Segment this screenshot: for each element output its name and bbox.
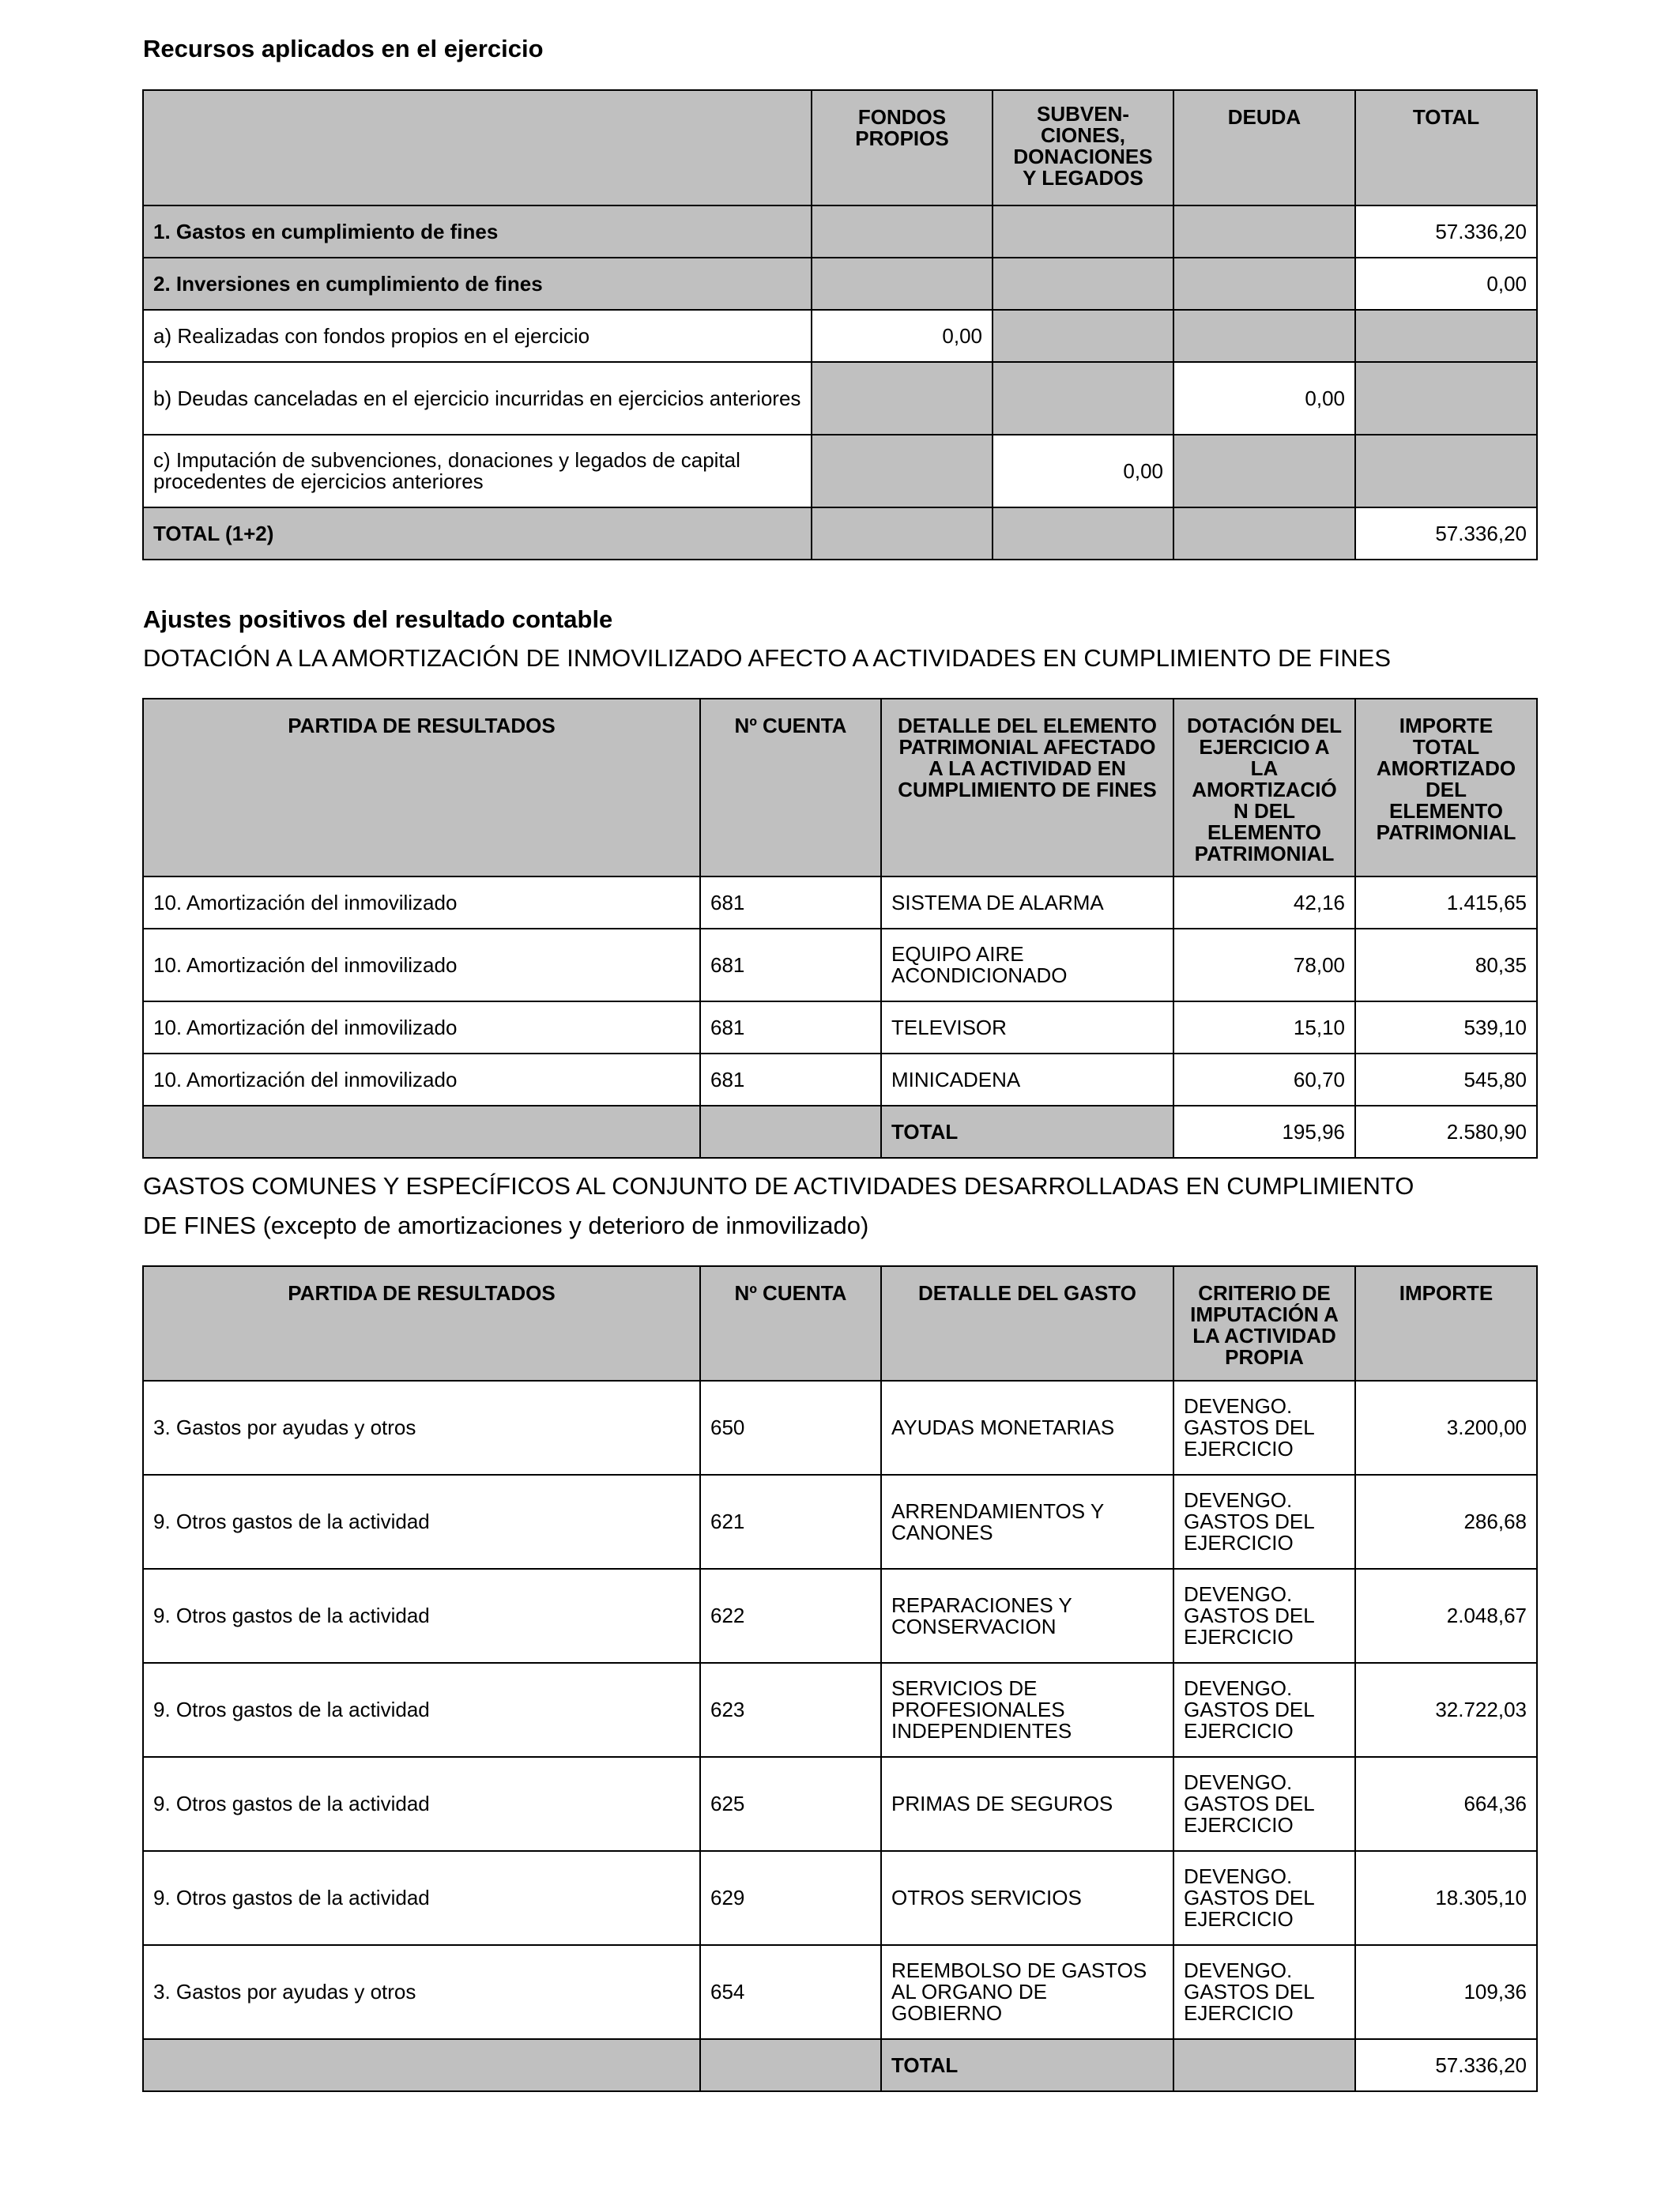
header-importe-total: IMPORTE TOTAL AMORTIZADO DEL ELEMENTO PATRIMONIAL	[1355, 699, 1537, 876]
cell-dotacion: 15,10	[1173, 1001, 1355, 1054]
cell-empty	[1173, 435, 1355, 507]
cell-dotacion: 78,00	[1173, 929, 1355, 1001]
cell-empty	[700, 2039, 881, 2091]
cell-cuenta: 681	[700, 929, 881, 1001]
cell-empty	[1173, 258, 1355, 310]
cell-importe: 80,35	[1355, 929, 1537, 1001]
header-importe: IMPORTE	[1355, 1266, 1537, 1381]
section-title-recursos: Recursos aplicados en el ejercicio	[143, 35, 544, 62]
header-cuenta: Nº CUENTA	[700, 699, 881, 876]
cell-empty	[1173, 507, 1355, 560]
cell-empty	[700, 1106, 881, 1158]
table-row	[143, 435, 1537, 507]
row-label: a) Realizadas con fondos propios en el ejercicio	[143, 310, 812, 362]
section-subtitle-dotacion: DOTACIÓN A LA AMORTIZACIÓN DE INMOVILIZADO AFECTO A ACTIVIDADES EN CUMPLIMIENTO DE FINES	[143, 644, 1392, 672]
cell-cuenta: 622	[700, 1569, 881, 1663]
cell-cuenta: 681	[700, 1054, 881, 1106]
cell-empty	[993, 258, 1173, 310]
table-row	[143, 1054, 1537, 1106]
table-total-row	[143, 1106, 1537, 1158]
recursos-table	[142, 89, 1538, 560]
cell-detalle: SERVICIOS DE PROFESIONALES INDEPENDIENTES	[881, 1663, 1173, 1757]
table-row	[143, 507, 1537, 560]
cell-cuenta: 681	[700, 1001, 881, 1054]
cell-partida: 9. Otros gastos de la actividad	[143, 1663, 700, 1757]
cell-criterio: DEVENGO. GASTOS DEL EJERCICIO	[1173, 1945, 1355, 2039]
header-partida: PARTIDA DE RESULTADOS	[143, 1266, 700, 1381]
cell-empty	[812, 507, 993, 560]
cell-importe: 2.048,67	[1355, 1569, 1537, 1663]
table-row	[143, 1381, 1537, 1475]
table-total-row	[143, 2039, 1537, 2091]
cell-cuenta: 623	[700, 1663, 881, 1757]
cell-empty	[993, 507, 1173, 560]
header-detalle: DETALLE DEL ELEMENTO PATRIMONIAL AFECTADO A LA ACTIVIDAD EN CUMPLIMIENTO DE FINES	[881, 699, 1173, 876]
cell-criterio: DEVENGO. GASTOS DEL EJERCICIO	[1173, 1475, 1355, 1569]
cell-partida: 10. Amortización del inmovilizado	[143, 929, 700, 1001]
gastos-table	[142, 1265, 1538, 2092]
cell-criterio: DEVENGO. GASTOS DEL EJERCICIO	[1173, 1381, 1355, 1475]
cell-importe: 1.415,65	[1355, 876, 1537, 929]
cell-empty	[993, 310, 1173, 362]
cell-empty	[993, 362, 1173, 435]
table-header-row	[143, 699, 1537, 876]
cell-importe: 545,80	[1355, 1054, 1537, 1106]
table-row	[143, 1475, 1537, 1569]
cell-partida: 10. Amortización del inmovilizado	[143, 1001, 700, 1054]
cell-total-importe: 57.336,20	[1355, 2039, 1537, 2091]
table-header-row	[143, 90, 1537, 205]
header-criterio: CRITERIO DE IMPUTACIÓN A LA ACTIVIDAD PROPIA	[1173, 1266, 1355, 1381]
cell-cuenta: 629	[700, 1851, 881, 1945]
table-row	[143, 310, 1537, 362]
cell-total-importe: 2.580,90	[1355, 1106, 1537, 1158]
cell-partida: 3. Gastos por ayudas y otros	[143, 1381, 700, 1475]
header-dotacion: DOTACIÓN DEL EJERCICIO A LA AMORTIZACIÓ N DEL ELEMENTO PATRIMONIAL	[1173, 699, 1355, 876]
table-row	[143, 1569, 1537, 1663]
header-cuenta: Nº CUENTA	[700, 1266, 881, 1381]
row-label: 2. Inversiones en cumplimiento de fines	[143, 258, 812, 310]
table-row	[143, 1945, 1537, 2039]
cell-importe: 32.722,03	[1355, 1663, 1537, 1757]
header-empty	[143, 90, 812, 205]
cell-empty	[143, 1106, 700, 1158]
cell-criterio: DEVENGO. GASTOS DEL EJERCICIO	[1173, 1757, 1355, 1851]
cell-detalle: ARRENDAMIENTOS Y CANONES	[881, 1475, 1173, 1569]
header-fondos-propios: FONDOS PROPIOS	[812, 90, 993, 205]
cell-fondos: 0,00	[812, 310, 993, 362]
cell-importe: 664,36	[1355, 1757, 1537, 1851]
cell-detalle: REEMBOLSO DE GASTOS AL ORGANO DE GOBIERNO	[881, 1945, 1173, 2039]
cell-empty	[993, 205, 1173, 258]
cell-importe: 286,68	[1355, 1475, 1537, 1569]
cell-criterio: DEVENGO. GASTOS DEL EJERCICIO	[1173, 1569, 1355, 1663]
cell-importe: 109,36	[1355, 1945, 1537, 2039]
cell-criterio: DEVENGO. GASTOS DEL EJERCICIO	[1173, 1851, 1355, 1945]
table-header-row	[143, 1266, 1537, 1381]
cell-empty	[1355, 435, 1537, 507]
cell-empty	[812, 435, 993, 507]
cell-partida: 9. Otros gastos de la actividad	[143, 1851, 700, 1945]
cell-total-label: TOTAL	[881, 2039, 1173, 2091]
row-label: b) Deudas canceladas en el ejercicio incurridas en ejercicios anteriores	[143, 362, 812, 435]
cell-empty	[1173, 205, 1355, 258]
section-subtitle-gastos-2: DE FINES (excepto de amortizaciones y deterioro de inmovilizado)	[143, 1212, 869, 1239]
amortizacion-table	[142, 698, 1538, 1159]
cell-total: 57.336,20	[1355, 205, 1537, 258]
header-partida: PARTIDA DE RESULTADOS	[143, 699, 700, 876]
header-detalle-gasto: DETALLE DEL GASTO	[881, 1266, 1173, 1381]
cell-cuenta: 625	[700, 1757, 881, 1851]
cell-total: 57.336,20	[1355, 507, 1537, 560]
row-label: TOTAL (1+2)	[143, 507, 812, 560]
cell-empty	[812, 258, 993, 310]
row-label: c) Imputación de subvenciones, donaciones y legados de capital procedentes de ejercicios anteriores	[143, 435, 812, 507]
cell-criterio: DEVENGO. GASTOS DEL EJERCICIO	[1173, 1663, 1355, 1757]
cell-partida: 9. Otros gastos de la actividad	[143, 1757, 700, 1851]
header-deuda: DEUDA	[1173, 90, 1355, 205]
table-row	[143, 1001, 1537, 1054]
cell-dotacion: 42,16	[1173, 876, 1355, 929]
cell-total: 0,00	[1355, 258, 1537, 310]
cell-importe: 539,10	[1355, 1001, 1537, 1054]
cell-partida: 10. Amortización del inmovilizado	[143, 876, 700, 929]
table-row	[143, 876, 1537, 929]
cell-importe: 3.200,00	[1355, 1381, 1537, 1475]
cell-detalle: AYUDAS MONETARIAS	[881, 1381, 1173, 1475]
cell-empty	[1355, 362, 1537, 435]
cell-cuenta: 654	[700, 1945, 881, 2039]
cell-detalle: MINICADENA	[881, 1054, 1173, 1106]
table-row	[143, 258, 1537, 310]
cell-total-label: TOTAL	[881, 1106, 1173, 1158]
cell-partida: 10. Amortización del inmovilizado	[143, 1054, 700, 1106]
cell-empty	[1173, 310, 1355, 362]
cell-empty	[1355, 310, 1537, 362]
cell-cuenta: 621	[700, 1475, 881, 1569]
cell-partida: 9. Otros gastos de la actividad	[143, 1569, 700, 1663]
table-row	[143, 1663, 1537, 1757]
cell-detalle: SISTEMA DE ALARMA	[881, 876, 1173, 929]
cell-cuenta: 681	[700, 876, 881, 929]
cell-subv: 0,00	[993, 435, 1173, 507]
cell-detalle: TELEVISOR	[881, 1001, 1173, 1054]
section-subtitle-gastos-1: GASTOS COMUNES Y ESPECÍFICOS AL CONJUNTO DE ACTIVIDADES DESARROLLADAS EN CUMPLIMIENTO	[143, 1172, 1414, 1200]
table-row	[143, 362, 1537, 435]
cell-detalle: OTROS SERVICIOS	[881, 1851, 1173, 1945]
table-row	[143, 1851, 1537, 1945]
table-row	[143, 205, 1537, 258]
cell-detalle: EQUIPO AIRE ACONDICIONADO	[881, 929, 1173, 1001]
header-subvenciones: SUBVEN- CIONES, DONACIONES Y LEGADOS	[993, 90, 1173, 205]
cell-partida: 3. Gastos por ayudas y otros	[143, 1945, 700, 2039]
cell-cuenta: 650	[700, 1381, 881, 1475]
cell-partida: 9. Otros gastos de la actividad	[143, 1475, 700, 1569]
cell-empty	[812, 205, 993, 258]
cell-detalle: REPARACIONES Y CONSERVACION	[881, 1569, 1173, 1663]
cell-total-dotacion: 195,96	[1173, 1106, 1355, 1158]
cell-empty	[143, 2039, 700, 2091]
header-total: TOTAL	[1355, 90, 1537, 205]
table-row	[143, 1757, 1537, 1851]
cell-detalle: PRIMAS DE SEGUROS	[881, 1757, 1173, 1851]
cell-empty	[1173, 2039, 1355, 2091]
table-row	[143, 929, 1537, 1001]
cell-empty	[812, 362, 993, 435]
cell-deuda: 0,00	[1173, 362, 1355, 435]
cell-dotacion: 60,70	[1173, 1054, 1355, 1106]
cell-importe: 18.305,10	[1355, 1851, 1537, 1945]
section-title-ajustes: Ajustes positivos del resultado contable	[143, 605, 613, 633]
row-label: 1. Gastos en cumplimiento de fines	[143, 205, 812, 258]
